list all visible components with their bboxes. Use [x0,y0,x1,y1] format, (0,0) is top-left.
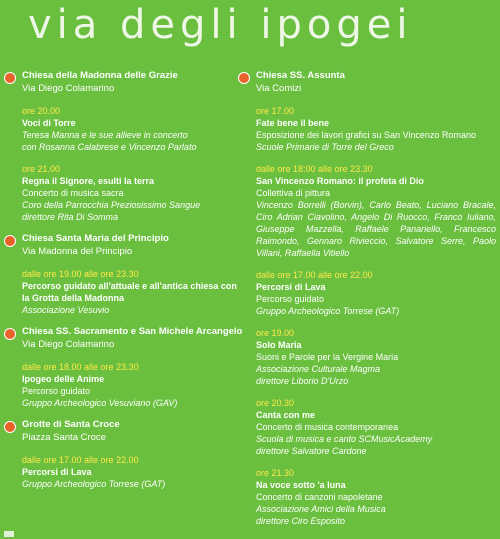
event-performer: Coro della Parrocchia Preziosissimo Sangue [22,200,201,210]
event-time: ore 20.00 [22,106,61,116]
event-time: ore 21.00 [22,164,61,174]
event-performer: Associazione Culturale Magma [256,364,381,374]
event-description: Concerto di canzoni napoletane [256,492,383,502]
event-description: Percorso guidato [22,386,91,396]
event-description: Concerto di musica contemporanea [256,422,399,432]
event-title: San Vincenzo Romano: il profeta di Dio [256,176,424,186]
event-item [238,327,496,387]
event-title: Percorsi di Lava [256,282,326,292]
right-column [238,70,496,537]
event-performer: Scuole Primarie di Torre del Greco [256,142,394,152]
event-description: Collettiva di pittura [256,188,331,198]
event-performer: Teresa Manna e le sue allieve in concerto [22,130,188,140]
event-performer: direttore Liborio D'Urzo [256,376,349,386]
venue-name: Chiesa SS. Assunta [256,70,345,81]
footer-logo-fragment [4,531,14,537]
bullet-dot-icon [4,235,16,247]
event-performer: Scuola di musica e canto SCMusicAcademy [256,434,433,444]
event-performer: Vincenzo Borrelli (Borvin), Carlo Beato, Luciano Bracale, Ciro Adrian Ciavolino, Angelo Di Ruocco, Franco Iuliano, Giuseppe Mazzella, Raffaele Panariello, Francesco Raimondo, Gennaro Rivieccio, Salvatore Serre, Paolo Villani, Raffaella Vitiello [256,200,496,258]
event-time: dalle ore 17.00 alle ore 22.00 [22,455,139,465]
event-description: Percorso guidato [256,294,325,304]
venue-header [4,233,244,258]
event-item [4,105,244,153]
venue-address: Via Comizi [256,83,302,94]
bullet-dot-icon [238,72,250,84]
event-performer: direttore Salvatore Cardone [256,446,367,456]
event-item [238,467,496,527]
event-item [4,163,244,223]
venue-address: Via Diego Colamarino [22,83,115,94]
page-title: via degli ipogei [28,2,413,48]
venue-address: Piazza Santa Croce [22,432,106,443]
event-performer: Gruppo Archeologico Vesuviano (GAV) [22,398,178,408]
event-performer: Gruppo Archeologico Torrese (GAT) [256,306,400,316]
venue-name: Chiesa SS. Sacramento e San Michele Arcangelo [22,326,243,337]
event-item [238,105,496,153]
event-performer: direttore Ciro Esposito [256,516,346,526]
event-title: Na voce sotto 'a luna [256,480,346,490]
event-description: Concerto di musica sacra [22,188,124,198]
event-title: Fate bene il bene [256,118,330,128]
venue-header [4,70,244,95]
event-time: ore 19.00 [256,328,295,338]
event-item [238,397,496,457]
event-time: ore 20.30 [256,398,295,408]
event-title: Canta con me [256,410,316,420]
venue-name: Chiesa Santa Maria del Principio [22,233,169,244]
venue-header [238,70,496,95]
venue-address: Via Madonna del Principio [22,246,133,257]
event-item [4,454,244,490]
event-title: Regna il Signore, esulti la terra [22,176,155,186]
event-title: Voci di Torre [22,118,76,128]
event-title: Percorsi di Lava [22,467,92,477]
venue-header [4,419,244,444]
event-performer: Gruppo Archeologico Torrese (GAT) [22,479,166,489]
event-item [4,268,244,316]
event-item [238,163,496,259]
event-description: Esposizione dei lavori grafici su San Vincenzo Romano [256,130,476,140]
event-performer: Associazione Vesuvio [22,305,110,315]
left-column [4,70,244,500]
event-title: Ipogeo delle Anime [22,374,105,384]
event-time: dalle ore 18:00 alle ore 23.30 [256,164,373,174]
event-item [238,269,496,317]
event-performer: Associazione Amici della Musica [256,504,386,514]
event-title: Percorso guidato all'attuale e all'antica chiesa con la Grotta della Madonna [22,281,237,303]
venue-address: Via Diego Colamarino [22,339,115,350]
bullet-dot-icon [4,421,16,433]
event-time: dalle ore 19.00 alle ore 23.30 [22,269,139,279]
event-item [4,361,244,409]
bullet-dot-icon [4,72,16,84]
event-description: Suoni e Parole per la Vergine Maria [256,352,399,362]
event-performer: direttore Rita Di Somma [22,212,119,222]
venue-header [4,326,244,351]
event-performer: con Rosanna Calabrese e Vincenzo Parlato [22,142,197,152]
bullet-dot-icon [4,328,16,340]
event-time: ore 21.30 [256,468,295,478]
venue-name: Grotte di Santa Croce [22,419,120,430]
event-time: dalle ore 17.00 alle ore 22.00 [256,270,373,280]
event-title: Solo Maria [256,340,302,350]
event-time: dalle ore 18.00 alle ore 23.30 [22,362,139,372]
event-time: ore 17.00 [256,106,295,116]
venue-name: Chiesa della Madonna delle Grazie [22,70,178,81]
